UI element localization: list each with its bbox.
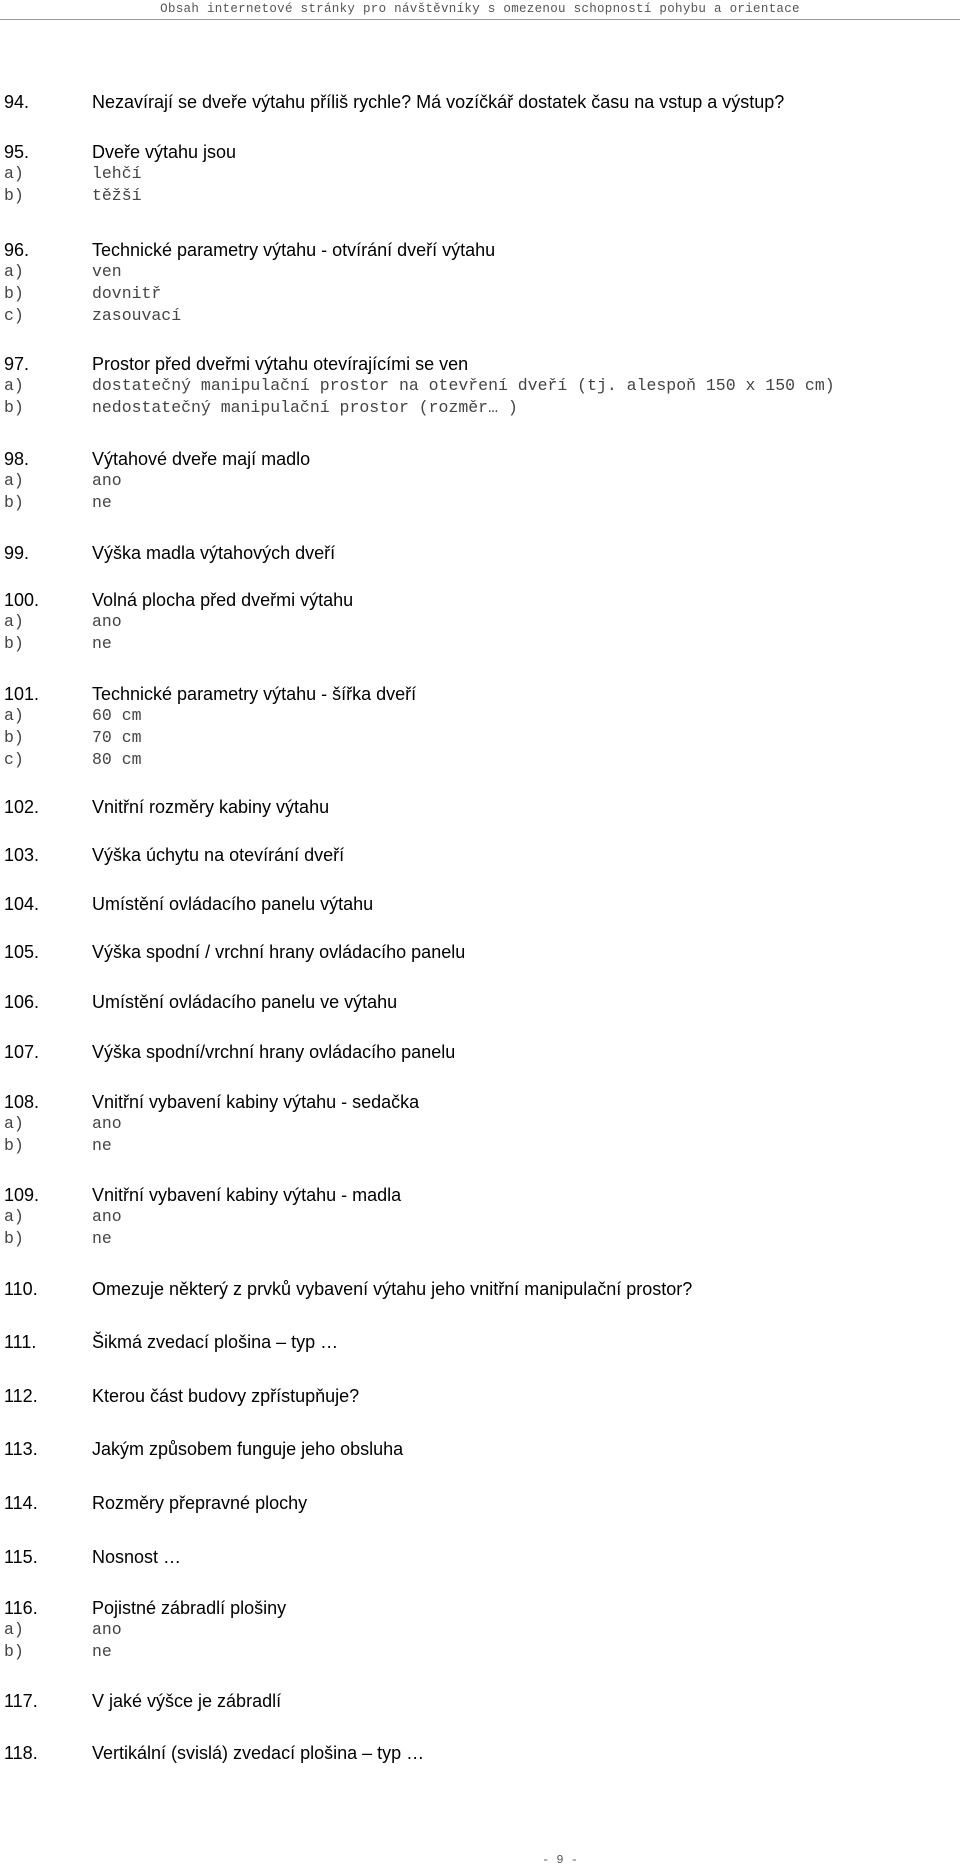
question-text: Výška spodní / vrchní hrany ovládacího panelu	[92, 942, 466, 962]
option-label: a)	[4, 376, 24, 395]
question-number: 105.	[4, 942, 40, 962]
question-number: 110.	[4, 1279, 38, 1299]
question-106	[4, 990, 954, 1014]
option-text: 80 cm	[92, 750, 142, 770]
option-label: c)	[4, 306, 24, 326]
question-96	[4, 238, 954, 262]
question-97	[4, 352, 954, 376]
question-number: 117.	[4, 1691, 38, 1711]
question-text: Umístění ovládacího panelu výtahu	[92, 894, 374, 914]
option-text: lehčí	[92, 164, 142, 183]
question-number: 96.	[4, 240, 30, 260]
question-number: 115.	[4, 1547, 38, 1567]
header-divider	[0, 19, 960, 20]
question-112	[4, 1384, 954, 1408]
question-98	[4, 447, 954, 471]
question-number: 104.	[4, 894, 40, 914]
question-111	[4, 1330, 954, 1354]
answer-option	[4, 283, 954, 305]
answer-option	[4, 633, 954, 655]
question-number: 113.	[4, 1439, 38, 1459]
question-101	[4, 682, 954, 706]
answer-option	[4, 1641, 954, 1663]
question-text: Nezavírají se dveře výtahu příliš rychle? Má vozíčkář dostatek času na vstup a výstup?	[92, 92, 785, 112]
question-text: Dveře výtahu jsou	[92, 142, 237, 162]
question-number: 99.	[4, 543, 30, 563]
option-label: b)	[4, 634, 24, 654]
option-text: 70 cm	[92, 728, 142, 748]
question-109	[4, 1183, 954, 1207]
option-label: a)	[4, 164, 24, 183]
option-label: a)	[4, 1207, 24, 1226]
question-103	[4, 843, 954, 867]
question-114	[4, 1491, 954, 1515]
answer-option	[4, 611, 954, 633]
question-text: Výška úchytu na otevírání dveří	[92, 845, 345, 865]
option-label: a)	[4, 706, 24, 725]
question-number: 95.	[4, 142, 30, 162]
question-number: 114.	[4, 1493, 38, 1513]
option-label: a)	[4, 262, 24, 281]
answer-option	[4, 492, 954, 514]
question-text: Vnitřní vybavení kabiny výtahu - sedačka	[92, 1092, 420, 1112]
question-number: 107.	[4, 1042, 40, 1062]
answer-option	[4, 305, 954, 327]
answer-option	[4, 1206, 954, 1228]
option-text: dostatečný manipulační prostor na otevření dveří (tj. alespoň 150 x 150 cm)	[92, 376, 835, 395]
answer-option	[4, 397, 954, 419]
question-text: Technické parametry výtahu - otvírání dveří výtahu	[92, 240, 496, 260]
answer-option	[4, 1228, 954, 1250]
question-104	[4, 892, 954, 916]
question-text: Omezuje některý z prvků vybavení výtahu jeho vnitřní manipulační prostor?	[92, 1279, 693, 1299]
question-102	[4, 795, 954, 819]
option-label: b)	[4, 1136, 24, 1156]
question-number: 98.	[4, 449, 30, 469]
question-number: 101.	[4, 684, 40, 704]
question-text: Technické parametry výtahu - šířka dveří	[92, 684, 417, 704]
question-number: 112.	[4, 1386, 38, 1406]
question-94	[4, 90, 954, 114]
option-text: ano	[92, 1114, 122, 1133]
option-text: nedostatečný manipulační prostor (rozměr… )	[92, 398, 518, 418]
question-number: 116.	[4, 1598, 38, 1618]
page-number: - 9 -	[541, 1853, 578, 1867]
option-label: b)	[4, 728, 24, 748]
question-118	[4, 1741, 954, 1765]
question-number: 106.	[4, 992, 40, 1012]
option-label: b)	[4, 493, 24, 513]
question-116	[4, 1596, 954, 1620]
question-107	[4, 1040, 954, 1064]
option-text: ano	[92, 612, 122, 631]
option-text: 60 cm	[92, 706, 142, 725]
question-115	[4, 1545, 954, 1569]
question-text: Vertikální (svislá) zvedací plošina – typ …	[92, 1743, 425, 1763]
question-text: Vnitřní vybavení kabiny výtahu - madla	[92, 1185, 402, 1205]
option-label: b)	[4, 284, 24, 304]
question-text: Vnitřní rozměry kabiny výtahu	[92, 797, 330, 817]
answer-option	[4, 1619, 954, 1641]
option-text: dovnitř	[92, 284, 162, 304]
question-number: 102.	[4, 797, 40, 817]
answer-option	[4, 727, 954, 749]
option-label: c)	[4, 750, 24, 770]
answer-option	[4, 749, 954, 771]
option-text: ne	[92, 1642, 112, 1662]
question-95	[4, 140, 954, 164]
question-text: Šikmá zvedací plošina – typ …	[92, 1332, 339, 1352]
option-text: ne	[92, 634, 112, 654]
question-number: 118.	[4, 1743, 38, 1763]
question-108	[4, 1090, 954, 1114]
option-label: b)	[4, 1229, 24, 1249]
question-text: Prostor před dveřmi výtahu otevírajícími se ven	[92, 354, 469, 374]
question-text: Rozměry přepravné plochy	[92, 1493, 308, 1513]
question-99	[4, 541, 954, 565]
option-label: a)	[4, 612, 24, 631]
option-text: ne	[92, 1136, 112, 1156]
question-text: Umístění ovládacího panelu ve výtahu	[92, 992, 398, 1012]
question-113	[4, 1437, 954, 1461]
answer-option	[4, 375, 954, 397]
option-text: zasouvací	[92, 306, 182, 326]
question-100	[4, 588, 954, 612]
question-105	[4, 940, 954, 964]
question-number: 111.	[4, 1332, 37, 1352]
question-text: Nosnost …	[92, 1547, 182, 1567]
option-label: a)	[4, 1620, 24, 1639]
option-text: ne	[92, 493, 112, 513]
question-text: Pojistné zábradlí plošiny	[92, 1598, 287, 1618]
question-110	[4, 1277, 954, 1301]
answer-option	[4, 1135, 954, 1157]
option-text: ven	[92, 262, 122, 281]
question-number: 109.	[4, 1185, 40, 1205]
question-number: 103.	[4, 845, 40, 865]
question-text: Výška madla výtahových dveří	[92, 543, 336, 563]
option-text: ano	[92, 1620, 122, 1639]
question-text: Výška spodní/vrchní hrany ovládacího panelu	[92, 1042, 456, 1062]
question-117	[4, 1689, 954, 1713]
question-text: Volná plocha před dveřmi výtahu	[92, 590, 354, 610]
option-text: ano	[92, 1207, 122, 1226]
page-header: Obsah internetové stránky pro návštěvníky s omezenou schopností pohybu a orientace	[160, 2, 800, 16]
question-number: 108.	[4, 1092, 40, 1112]
answer-option	[4, 705, 954, 727]
answer-option	[4, 1113, 954, 1135]
option-text: ano	[92, 471, 122, 490]
answer-option	[4, 163, 954, 185]
question-number: 97.	[4, 354, 30, 374]
option-label: b)	[4, 398, 24, 418]
option-text: těžší	[92, 186, 142, 206]
question-number: 94.	[4, 92, 30, 112]
answer-option	[4, 470, 954, 492]
option-label: a)	[4, 471, 24, 490]
question-text: Jakým způsobem funguje jeho obsluha	[92, 1439, 404, 1459]
option-label: a)	[4, 1114, 24, 1133]
option-label: b)	[4, 186, 24, 206]
answer-option	[4, 261, 954, 283]
question-text: Výtahové dveře mají madlo	[92, 449, 311, 469]
question-text: Kterou část budovy zpřístupňuje?	[92, 1386, 360, 1406]
option-text: ne	[92, 1229, 112, 1249]
option-label: b)	[4, 1642, 24, 1662]
question-number: 100.	[4, 590, 40, 610]
answer-option	[4, 185, 954, 207]
question-text: V jaké výšce je zábradlí	[92, 1691, 282, 1711]
